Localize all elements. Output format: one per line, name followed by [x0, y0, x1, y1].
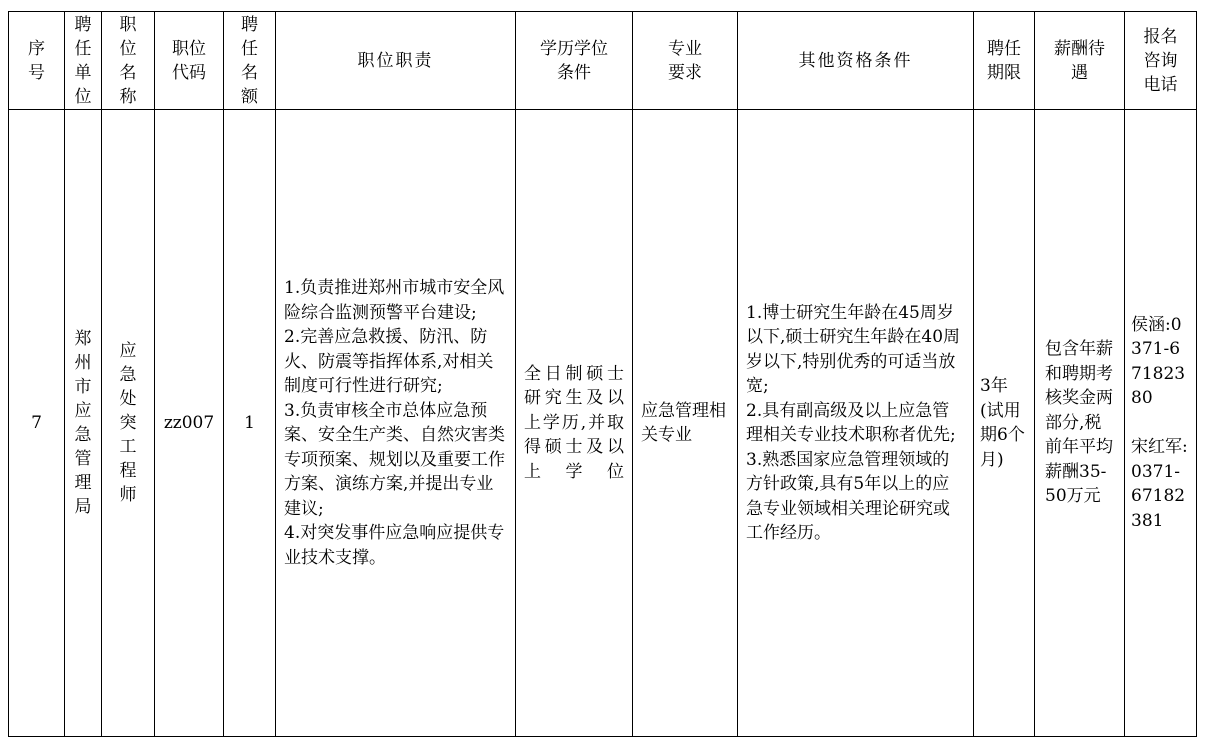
header-code: 职位代码	[155, 12, 224, 110]
header-other: 其他资格条件	[738, 12, 974, 110]
header-phone: 报名咨询电话	[1125, 12, 1197, 110]
cell-seq: 7	[9, 110, 65, 737]
cell-term: 3年(试用期6个月)	[974, 110, 1035, 737]
header-major: 专业要求	[633, 12, 738, 110]
header-term: 聘任期限	[974, 12, 1035, 110]
cell-phone: 侯涵:0371-67182380 宋红军:0371-67182381	[1125, 110, 1197, 737]
cell-position: 应急处突工程师	[102, 110, 155, 737]
cell-education: 全日制硕士研究生及以上学历,并取得硕士及以上学位	[516, 110, 633, 737]
table-row	[9, 110, 1197, 737]
cell-unit: 郑州市应急管理局	[65, 110, 102, 737]
header-unit: 聘任单位	[65, 12, 102, 110]
header-quota: 聘任名额	[224, 12, 276, 110]
header-position: 职位名称	[102, 12, 155, 110]
cell-code: zz007	[155, 110, 224, 737]
header-salary: 薪酬待遇	[1035, 12, 1125, 110]
cell-other: 1.博士研究生年龄在45周岁以下,硕士研究生年龄在40周岁以下,特别优秀的可适当放宽; 2.具有副高级及以上应急管理相关专业技术职称者优先; 3.熟悉国家应急管理领域的方针政策,具有5年以上的应急专业领域相关理论研究或工作经历。	[738, 110, 974, 737]
cell-quota: 1	[224, 110, 276, 737]
cell-major: 应急管理相关专业	[633, 110, 738, 737]
header-duties: 职位职责	[276, 12, 516, 110]
recruitment-table	[8, 11, 1197, 737]
header-seq: 序号	[9, 12, 65, 110]
header-row	[9, 12, 1197, 110]
header-education: 学历学位条件	[516, 12, 633, 110]
cell-salary: 包含年薪和聘期考核奖金两部分,税前年平均薪酬35-50万元	[1035, 110, 1125, 737]
cell-duties: 1.负责推进郑州市城市安全风险综合监测预警平台建设; 2.完善应急救援、防汛、防火、防震等指挥体系,对相关制度可行性进行研究; 3.负责审核全市总体应急预案、安全生产类、自然灾害类专项预案、规划以及重要工作方案、演练方案,并提出专业建议; 4.对突发事件应急响应提供专业技术支撑。	[276, 110, 516, 737]
